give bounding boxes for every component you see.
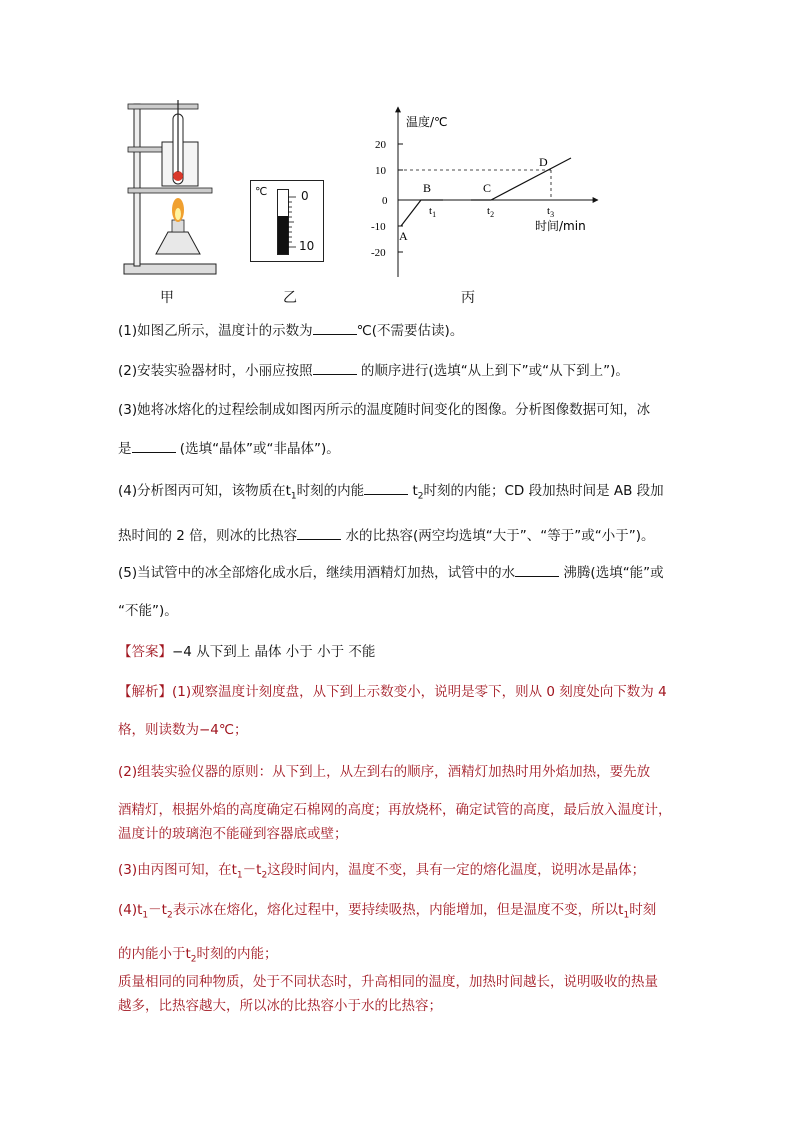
answer-tag: 【答案】 xyxy=(118,644,172,660)
analysis-p4-line2-sub: 2 xyxy=(190,954,197,965)
analysis-p5-line2: 越多，比热容越大，所以冰的比热容小于水的比热容； xyxy=(118,998,442,1014)
thermometer-figure xyxy=(250,180,324,262)
q5-blank xyxy=(515,562,559,577)
analysis-p2 xyxy=(118,762,688,844)
analysis-tag: 【解析】 xyxy=(118,684,172,700)
tick-label-10: 10 xyxy=(299,239,315,253)
y-tick-neg20: -20 xyxy=(371,247,386,259)
point-D: D xyxy=(539,155,548,169)
analysis-p4-sub2: 2 xyxy=(166,910,173,921)
apparatus-figure xyxy=(118,92,228,282)
q1-text-post: ℃(不需要估读)。 xyxy=(356,323,464,339)
answer-line xyxy=(118,642,688,662)
point-C: C xyxy=(483,181,492,195)
q4-text-post: 时刻的内能；CD 段加热时间是 AB 段加 xyxy=(423,483,664,499)
analysis-p4-sub1: 1 xyxy=(142,910,149,921)
temperature-time-graph xyxy=(363,92,603,287)
point-A: A xyxy=(399,229,408,243)
analysis-p4-pre: (4)t xyxy=(118,902,143,918)
question-5 xyxy=(118,562,688,621)
figures-row xyxy=(118,92,638,307)
q5-text-post: 沸腾(选填“能”或 xyxy=(563,565,664,581)
q3-line-1: (3)她将冰熔化的过程绘制成如图丙所示的温度随时间变化的图像。分析图像数据可知，冰 xyxy=(118,402,651,418)
q4-line2-text: 热时间的 2 倍，则冰的比热容 xyxy=(118,527,298,544)
t2-label: $t_2$ xyxy=(487,205,495,219)
mercury-fill xyxy=(278,216,288,254)
analysis-p3-sub2: 2 xyxy=(261,870,268,881)
melting-curve xyxy=(401,200,443,226)
q2-blank xyxy=(313,360,357,375)
q3-text: 是 xyxy=(118,441,132,457)
analysis-p4-sub3: 1 xyxy=(623,910,630,921)
question-3 xyxy=(118,400,688,459)
t3-label: $t_3$ xyxy=(547,205,555,219)
question-4 xyxy=(118,480,688,546)
analysis-p2-line3: 温度计的玻璃泡不能碰到容器底或壁； xyxy=(118,826,348,842)
analysis-p3 xyxy=(118,860,688,886)
q4-blank-1 xyxy=(364,480,408,495)
analysis-p4 xyxy=(118,900,688,969)
unit-label: ℃ xyxy=(255,185,268,198)
q2-text-post: 的顺序进行(选填“从上到下”或“从下到上”)。 xyxy=(360,363,629,379)
analysis-p2-line1: (2)组装实验仪器的原则：从下到上，从左到右的顺序，酒精灯加热时用外焰加热，要先放 xyxy=(118,764,651,780)
question-1 xyxy=(118,320,688,341)
y-tick-0: 0 xyxy=(382,195,388,207)
analysis-p4-line2-pre: 的内能小于t xyxy=(118,945,191,962)
analysis-p1-line1: (1)观察温度计刻度盘，从下到上示数变小，说明是零下，则从 0 刻度处向下数为 4 xyxy=(172,684,667,700)
q2-text: (2)安装实验器材时，小丽应按照 xyxy=(118,363,313,379)
question-2 xyxy=(118,360,688,381)
analysis-p4-line2-post: 时刻的内能； xyxy=(196,945,278,962)
point-B: B xyxy=(423,181,432,195)
y-tick-neg10: -10 xyxy=(371,221,386,233)
y-axis-label: 温度/℃ xyxy=(406,115,448,129)
y-tick-20: 20 xyxy=(375,139,386,151)
answer-text: −4 从下到上 晶体 小于 小于 不能 xyxy=(172,644,376,660)
figure-jia-label: 甲 xyxy=(160,290,174,306)
analysis-p3-mid: －t xyxy=(242,862,262,878)
q1-blank xyxy=(313,320,357,335)
analysis-p1 xyxy=(118,682,688,740)
q4-line2-post: 水的比热容(两空均选填“大于”、“等于”或“小于”)。 xyxy=(345,527,655,544)
analysis-p4-post: 表示冰在熔化，熔化过程中，要持续吸热，内能增加，但是温度不变，所以t xyxy=(172,902,624,918)
y-tick-10: 10 xyxy=(375,165,386,177)
q4-text-mid: 时刻的内能 xyxy=(296,483,365,499)
figure-yi-label: 乙 xyxy=(283,290,297,306)
analysis-p3-sub1: 1 xyxy=(236,870,243,881)
tick-label-0: 0 xyxy=(301,189,309,203)
analysis-p4-end: 时刻 xyxy=(629,902,657,918)
q3-blank xyxy=(132,438,176,453)
analysis-p3-post: 这段时间内，温度不变，具有一定的熔化温度，说明冰是晶体； xyxy=(267,862,646,878)
figure-bing-label: 丙 xyxy=(461,290,475,306)
thermometer-ticks xyxy=(288,189,298,255)
analysis-p3-pre: (3)由丙图可知，在t xyxy=(118,862,237,878)
q4-t2: t xyxy=(412,483,418,499)
q1-text: (1)如图乙所示，温度计的示数为 xyxy=(118,323,313,339)
q4-sub2: 2 xyxy=(417,491,424,502)
q5-text: (5)当试管中的冰全部熔化成水后，继续用酒精灯加热，试管中的水 xyxy=(118,565,516,581)
analysis-p4-mid: －t xyxy=(148,902,167,918)
q4-text: (4)分析图丙可知，该物质在t xyxy=(118,483,291,499)
analysis-p1-line2: 格，则读数为−4℃； xyxy=(118,722,248,738)
t1-label: $t_1$ xyxy=(429,205,437,219)
analysis-p5-line1: 质量相同的同种物质，处于不同状态时，升高相同的温度，加热时间越长，说明吸收的热量 xyxy=(118,974,658,990)
q5-line-2: “不能”)。 xyxy=(118,603,178,619)
q4-sub1: 1 xyxy=(290,491,297,502)
q4-blank-2 xyxy=(297,525,341,540)
analysis-p5 xyxy=(118,972,688,1016)
analysis-p2-line2: 酒精灯，根据外焰的高度确定石棉网的高度；再放烧杯，确定试管的高度，最后放入温度计， xyxy=(118,802,672,818)
q3-text-post: (选填“晶体”或“非晶体”)。 xyxy=(179,441,340,457)
x-axis-label: 时间/min xyxy=(535,219,586,233)
